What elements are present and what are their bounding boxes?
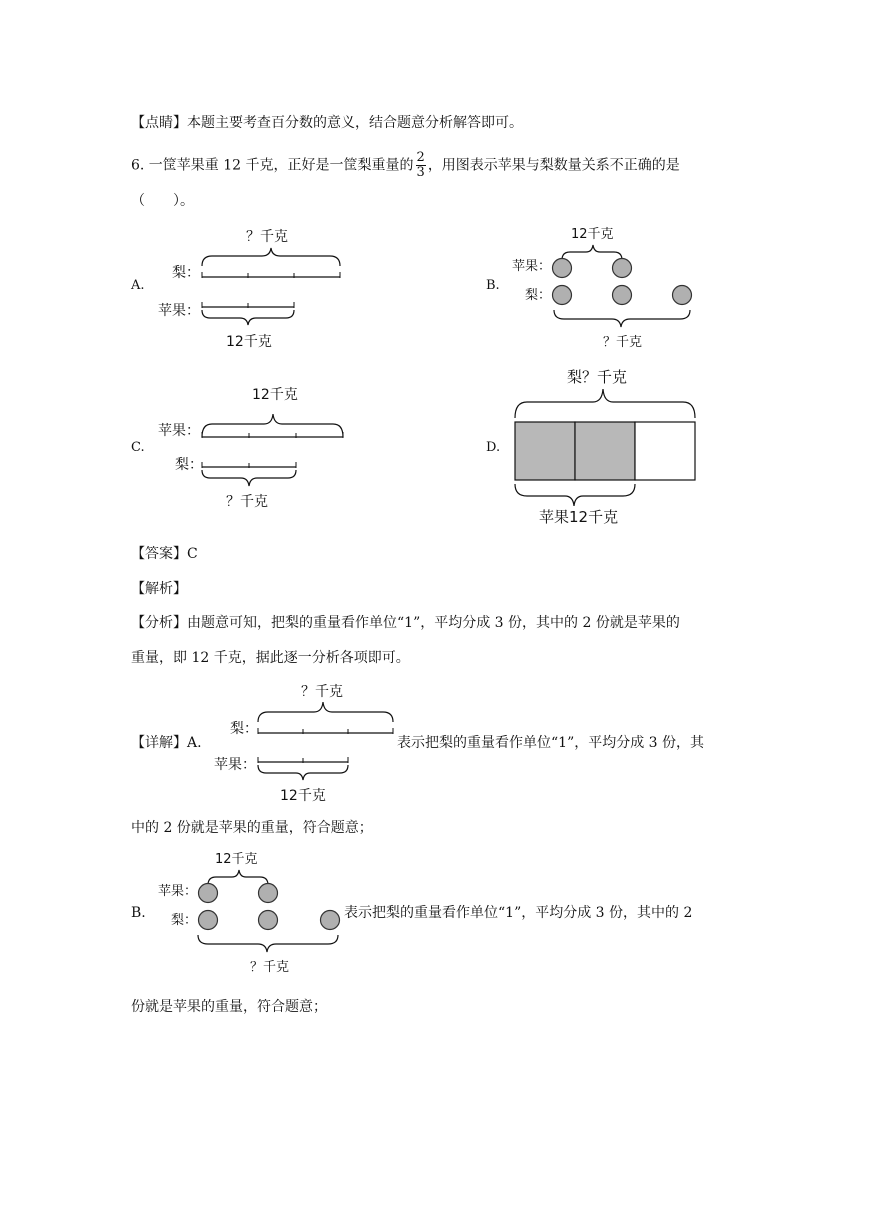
fraction-numerator: 2 [416, 150, 425, 165]
question-text-pre: 6. 一筐苹果重 12 千克，正好是一筐梨重量的 [131, 157, 414, 174]
detail-b-bottom-brace [198, 935, 338, 952]
dianjing-line: 【点睛】本题主要考查百分数的意义，结合题意分析解答即可。 [131, 115, 523, 131]
detail-a-row2-label: 苹果： [214, 757, 256, 773]
option-b-diagram [508, 222, 708, 354]
option-d-bottom-brace [515, 484, 635, 506]
detail-a-top-brace [258, 702, 393, 722]
option-d-apple-part [575, 422, 635, 480]
fraction-denominator: 3 [416, 165, 425, 180]
detail-b-bottom-label: ？千克 [250, 960, 290, 975]
option-a-diagram [150, 222, 350, 352]
option-b-apple-circle [613, 259, 632, 278]
option-d-top-label: 梨？千克 [567, 368, 628, 386]
option-b-apple-circle [553, 259, 572, 278]
option-a-row1-label: 梨： [172, 265, 200, 281]
option-d-apple-part [515, 422, 575, 480]
answer-line: 【答案】C [131, 546, 198, 562]
option-c-row1-label: 苹果： [158, 423, 200, 439]
option-d-top-brace [515, 389, 695, 418]
option-b-row1-label: 苹果： [512, 259, 552, 274]
fraction-two-thirds [416, 151, 426, 180]
option-c-top-brace [202, 414, 343, 437]
detail-b-top-label: 12千克 [215, 852, 258, 867]
detail-a-text: 表示把梨的重量看作单位“1”，平均分成 3 份，其 [397, 735, 705, 751]
detail-b-pear-circle [259, 911, 278, 930]
option-a-row2-label: 苹果： [158, 303, 200, 319]
detail-b-pear-circle [199, 911, 218, 930]
detail-a-bottom-label: 12千克 [280, 788, 326, 804]
option-a-label: A. [131, 278, 145, 293]
option-b-pear-circle [673, 286, 692, 305]
detail-b-continuation: 份就是苹果的重量，符合题意； [131, 999, 327, 1015]
fenxi-line-2: 重量，即 12 千克，据此逐一分析各项即可。 [131, 650, 410, 666]
option-a-top-brace [202, 248, 340, 266]
option-a-bottom-label: 12千克 [226, 334, 272, 350]
option-c-bottom-label: ？千克 [226, 494, 268, 510]
option-b-top-label: 12千克 [571, 227, 614, 242]
option-c-label: C. [131, 440, 145, 455]
detail-b-pear-circle [321, 911, 340, 930]
option-b-row2-label: 梨： [525, 288, 552, 303]
jiexi-line: 【解析】 [131, 581, 187, 597]
option-d-label: D. [486, 440, 501, 455]
option-d-diagram [505, 362, 705, 528]
detail-prefix: 【详解】A. [131, 735, 202, 751]
detail-b-text: 表示把梨的重量看作单位“1”，平均分成 3 份，其中的 2 [344, 905, 693, 921]
question-line [131, 151, 680, 180]
detail-a-top-label: ？千克 [301, 684, 343, 700]
detail-b-top-brace [208, 870, 268, 885]
option-d-bottom-label: 苹果12千克 [539, 508, 619, 526]
option-b-bottom-label: ？千克 [603, 335, 643, 350]
option-b-label: B. [486, 278, 500, 293]
option-c-bottom-brace [202, 470, 296, 486]
detail-b-prefix: B. [131, 905, 146, 921]
option-b-bottom-brace [554, 310, 690, 327]
option-d-pear-remaining-part [635, 422, 695, 480]
option-b-pear-circle [553, 286, 572, 305]
option-b-top-brace [562, 245, 622, 260]
detail-a-row1-label: 梨： [230, 721, 258, 737]
option-a-bottom-brace [202, 310, 294, 325]
option-c-top-label: 12千克 [252, 387, 298, 403]
detail-b-apple-circle [259, 884, 278, 903]
fenxi-line-1: 【分析】由题意可知，把梨的重量看作单位“1”，平均分成 3 份，其中的 2 份就是苹果的 [131, 615, 680, 631]
detail-a-bottom-brace [258, 765, 348, 780]
detail-a-diagram [208, 680, 398, 806]
option-c-row2-label: 梨： [175, 457, 203, 473]
detail-b-row2-label: 梨： [171, 913, 198, 928]
option-a-top-label-text: ？千克 [246, 229, 288, 245]
option-c-diagram [150, 380, 350, 515]
detail-a-continuation: 中的 2 份就是苹果的重量，符合题意； [131, 820, 373, 836]
detail-b-apple-circle [199, 884, 218, 903]
detail-b-row1-label: 苹果： [158, 884, 198, 899]
option-b-pear-circle [613, 286, 632, 305]
detail-b-diagram [152, 847, 348, 977]
question-text-post: ，用图表示苹果与梨数量关系不正确的是 [427, 157, 680, 174]
question-paren: （ ）。 [131, 193, 194, 209]
